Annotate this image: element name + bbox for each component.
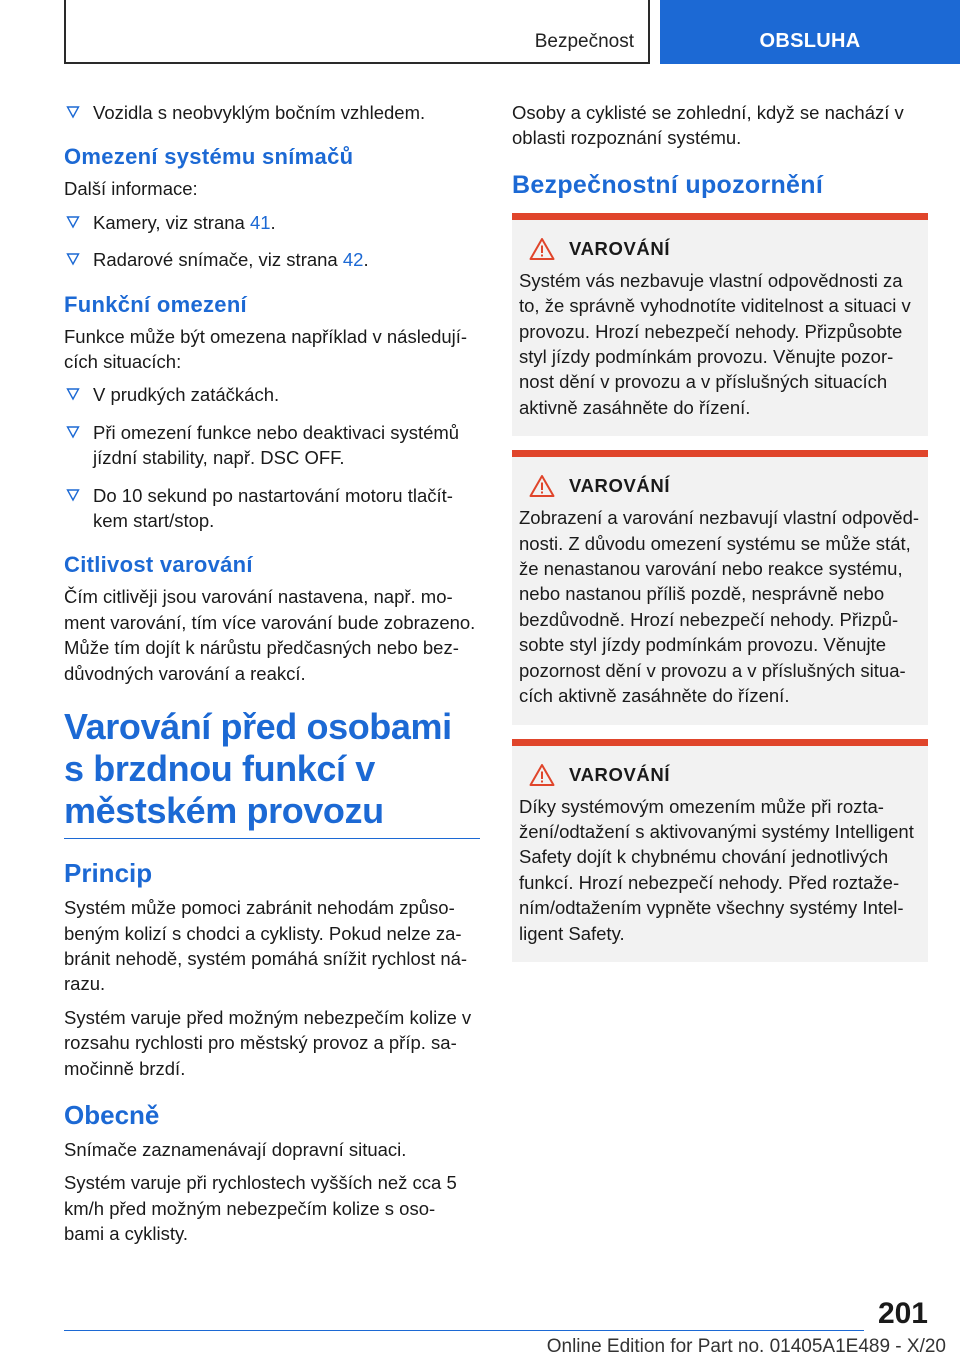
warning-text: Díky systémovým omezením může při rozta- žení/odtažení s aktivovanými systémy Intelligent Safety dojít k chybnému chování jednotlivých funkcí. Hrozí nebezpečí nehody. Před roztaže- ním/odtažením vypněte všechny systémy Intel- ligent Safety. bbox=[519, 795, 914, 944]
warning-title: VAROVÁNÍ bbox=[569, 237, 671, 259]
right-column bbox=[512, 100, 928, 976]
triangle-bullet-icon bbox=[66, 387, 80, 401]
triangle-bullet-icon bbox=[66, 215, 80, 229]
list-item: Vozidla s neobvyklým bočním vzhledem. bbox=[64, 100, 480, 125]
warning-triangle-icon bbox=[529, 237, 555, 261]
heading-principle: Princip bbox=[64, 858, 153, 889]
section-title: Bezpečnost bbox=[534, 31, 634, 52]
paragraph: Osoby a cyklisté se zohlední, když se nachází v oblasti rozpoznání systému. bbox=[512, 102, 904, 149]
page-link[interactable]: 41 bbox=[249, 211, 271, 233]
warning-title: VAROVÁNÍ bbox=[569, 475, 671, 497]
triangle-bullet-icon bbox=[66, 488, 80, 502]
triangle-bullet-icon bbox=[66, 252, 80, 266]
paragraph: Systém varuje před možným nebezpečím kolize v rozsahu rychlosti pro městský provoz a příp. sa- močinně brzdí. bbox=[64, 1006, 472, 1079]
heading-sensor-limits: Omezení systému snímačů bbox=[64, 144, 354, 170]
chapter-heading: Varování před osobami s brzdnou funkcí v městském provozu bbox=[64, 706, 480, 839]
header-frame bbox=[64, 0, 650, 64]
bullet-list bbox=[64, 210, 480, 273]
warning-triangle-icon bbox=[529, 474, 555, 498]
paragraph: Funkce může být omezena například v následují- cích situacích: bbox=[64, 325, 468, 373]
edition-footer: Online Edition for Part no. 01405A1E489 - X/20 bbox=[546, 1336, 946, 1357]
paragraph: Systém může pomoci zabránit nehodám způso- beným kolizí s chodci a cyklisty. Pokud nelze za- bránit nehodě, systém pomáhá snížit rychlost ná- razu. bbox=[64, 897, 468, 995]
heading-general: Obecně bbox=[64, 1099, 160, 1130]
warning-triangle-icon bbox=[529, 763, 555, 787]
triangle-bullet-icon bbox=[66, 105, 80, 119]
warning-text: Systém vás nezbavuje vlastní odpovědnosti za to, že správně vyhodnotíte viditelnost a situaci v provozu. Hrozí nebezpečí nehody. Přizpůsobte styl jízdy podmínkám provozu. Věnujte pozor- nost dění v provozu a v příslušných situacích aktivně zasáhněte do řízení. bbox=[519, 269, 911, 418]
chapter-tab[interactable]: OBSLUHA bbox=[660, 0, 960, 64]
warning-text: Zobrazení a varování nezbavují vlastní odpověd- nosti. Z důvodu omezení systému se může stát, že nenastanou varování nebo reakce systému, nebo nastanou příliš pozdě, nesprávně nebo bezdůvodně. Hrozí nebezpečí nehody. Přizpů- sobte styl jízdy podmínkám provozu. Věnujte pozornost dění v provozu a v příslušných situa- cích aktivně zasáhněte do řízení. bbox=[519, 507, 920, 707]
page-number: 201 bbox=[877, 1297, 928, 1330]
list-item: V prudkých zatáčkách. bbox=[64, 382, 480, 407]
paragraph: Snímače zaznamenávají dopravní situaci. bbox=[64, 1138, 407, 1160]
paragraph: Další informace: bbox=[64, 178, 198, 200]
heading-warning-sensitivity: Citlivost varování bbox=[64, 552, 253, 578]
warning-box bbox=[512, 450, 928, 724]
bullet-list bbox=[64, 100, 480, 125]
warning-title: VAROVÁNÍ bbox=[569, 763, 671, 785]
list-item: Při omezení funkce nebo deaktivaci systémů jízdní stability, např. DSC OFF. bbox=[64, 420, 480, 471]
footer-divider bbox=[64, 1330, 864, 1331]
list-item: Radarové snímače, viz strana 42. bbox=[64, 247, 480, 272]
heading-safety-notes: Bezpečnostní upozornění bbox=[512, 170, 824, 199]
triangle-bullet-icon bbox=[66, 425, 80, 439]
paragraph: Systém varuje při rychlostech vyšších než cca 5 km/h před možným nebezpečím kolize s oso- bami a cyklisty. bbox=[64, 1172, 457, 1245]
left-column bbox=[64, 100, 480, 1255]
paragraph: Čím citlivěji jsou varování nastavena, např. mo- ment varování, tím více varování bude zobrazeno. Může tím dojít k nárůstu předčasných nebo bez- důvodných varování a reakcí. bbox=[64, 586, 476, 684]
warning-box bbox=[512, 213, 928, 436]
page-link[interactable]: 42 bbox=[342, 249, 364, 271]
warning-box bbox=[512, 739, 928, 962]
list-item: Do 10 sekund po nastartování motoru tlačít- kem start/stop. bbox=[64, 483, 480, 534]
heading-functional-limits: Funkční omezení bbox=[64, 291, 247, 317]
bullet-list bbox=[64, 382, 480, 533]
list-item: Kamery, viz strana 41. bbox=[64, 210, 480, 235]
